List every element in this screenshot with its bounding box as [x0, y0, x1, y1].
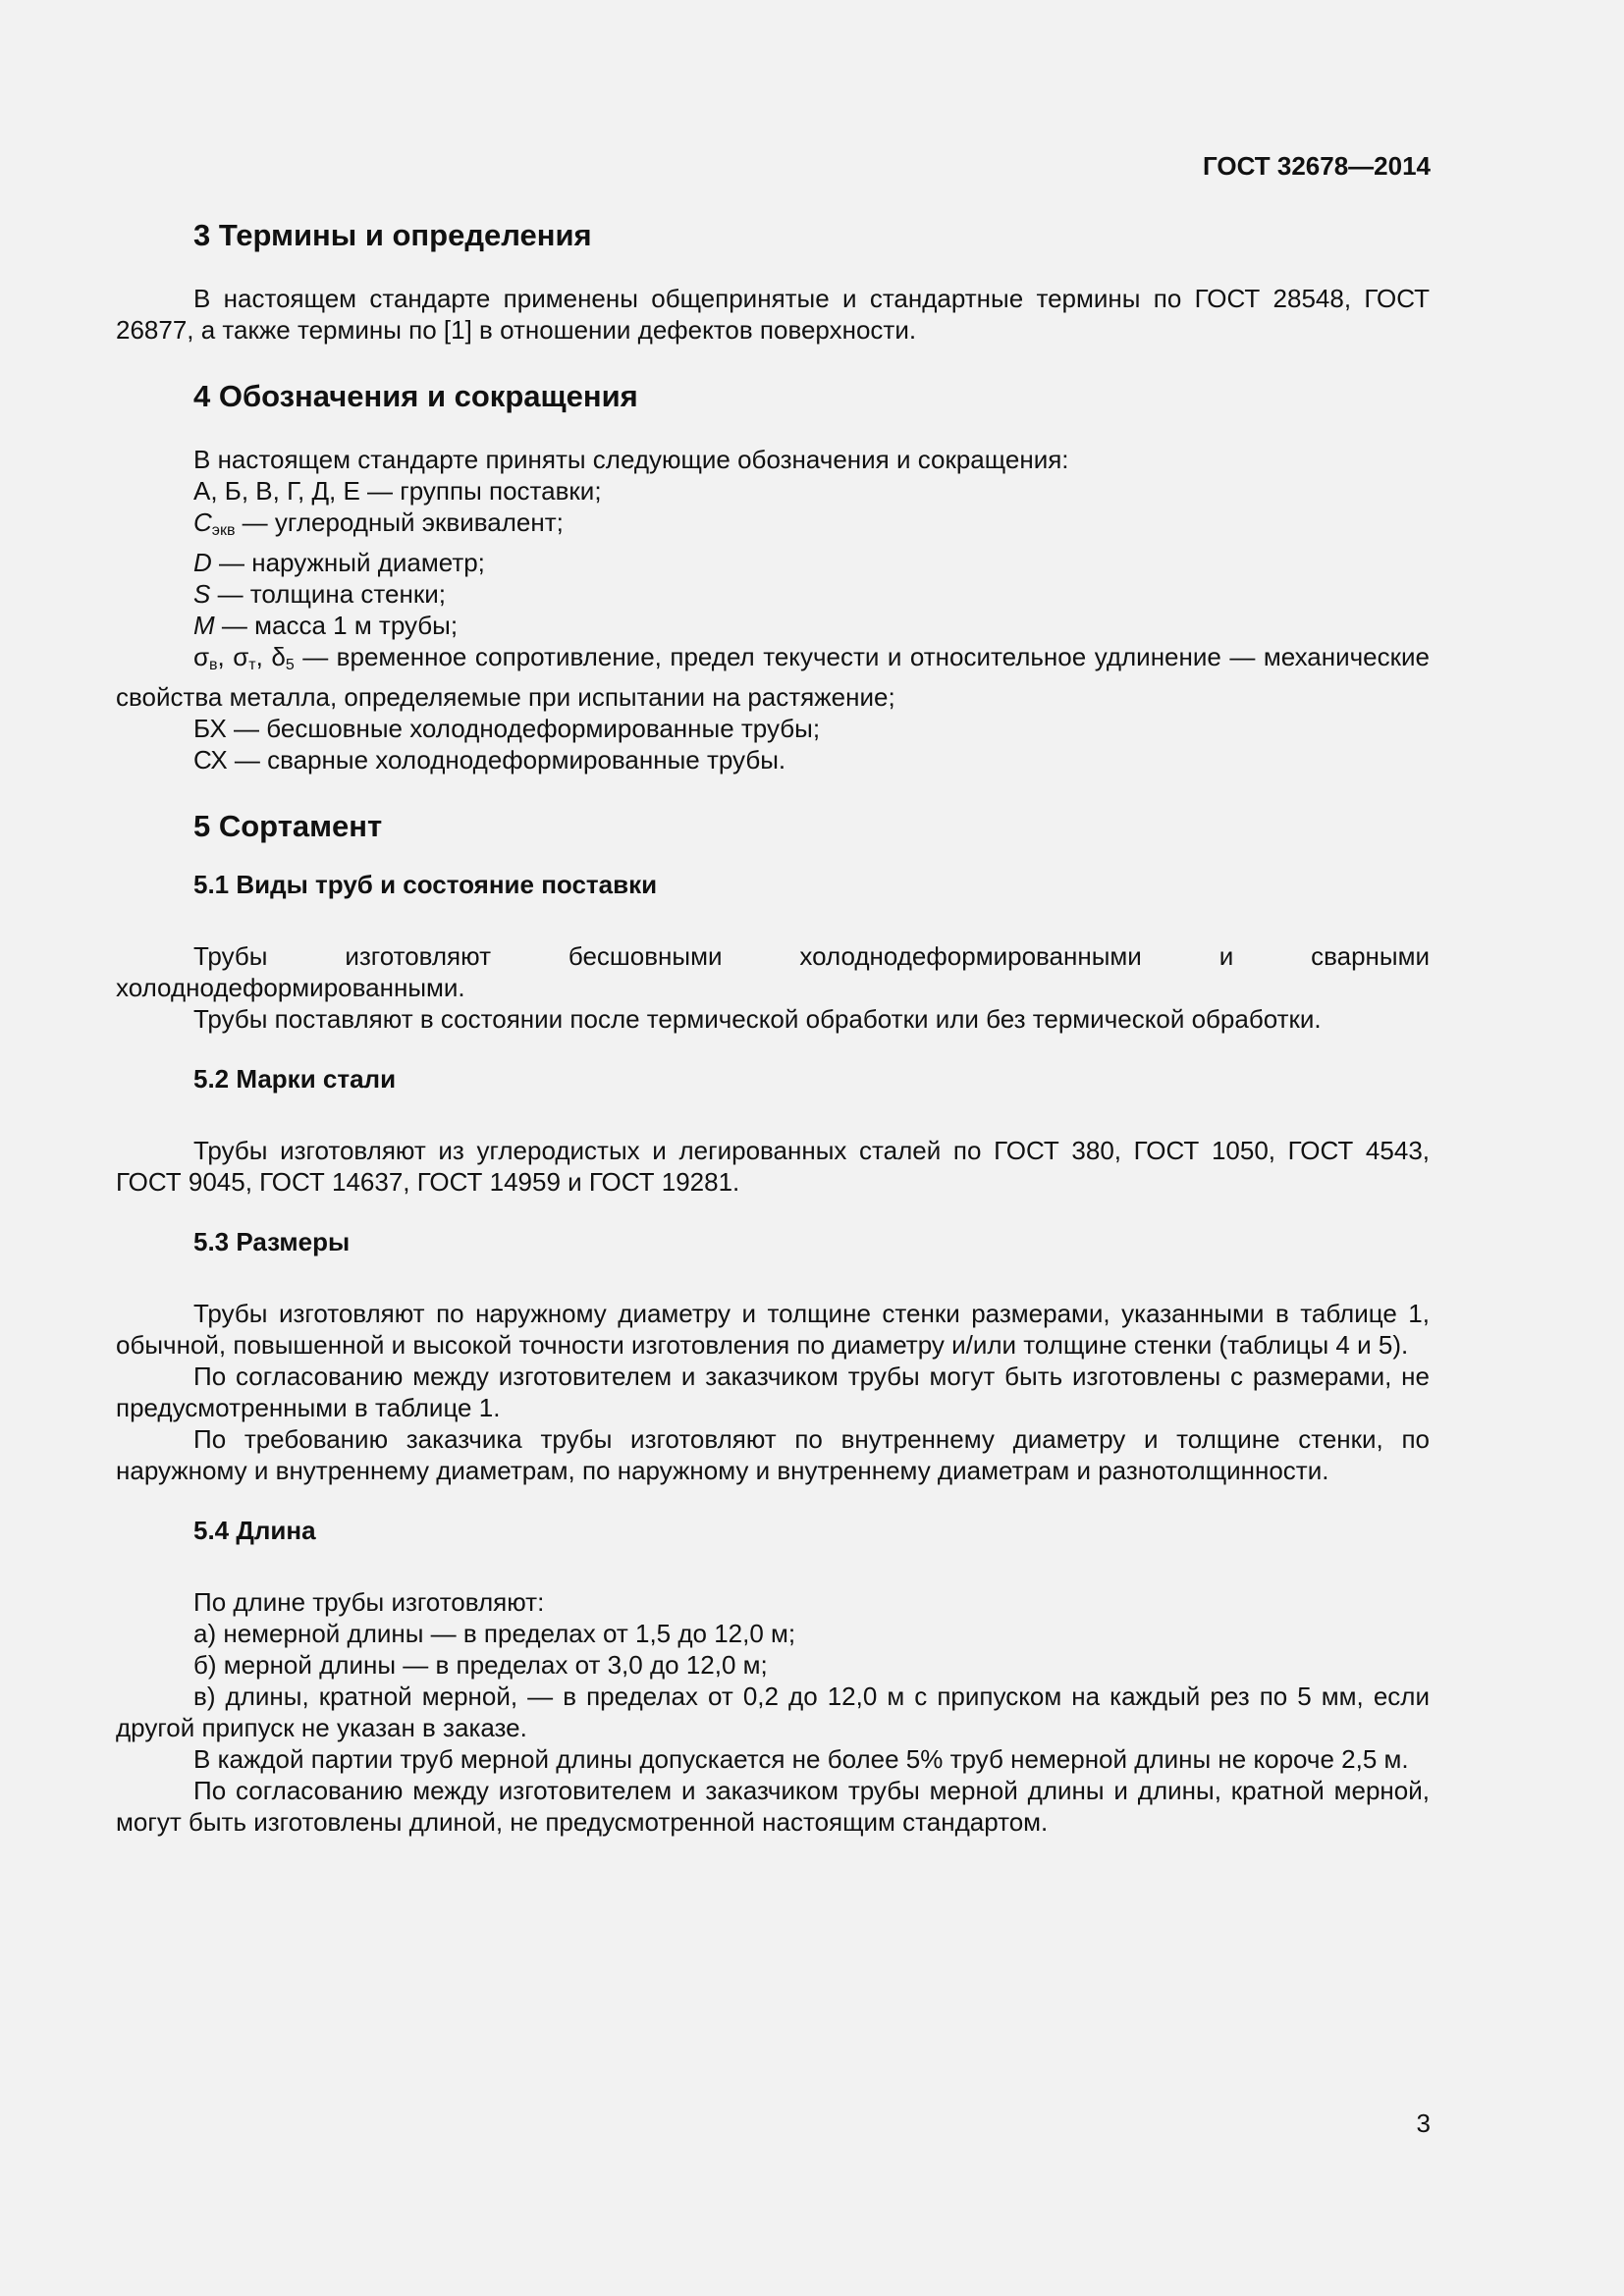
subsection-5-3-title: 5.3 Размеры — [193, 1227, 351, 1256]
subsection-5-2-title: 5.2 Марки стали — [193, 1064, 397, 1094]
page-number: 3 — [1416, 2109, 1431, 2138]
length-item-b: б) мерной длины — в пределах от 3,0 до 12,0 м; — [193, 1650, 768, 1680]
section-5-title: 5 Сортамент — [193, 809, 383, 843]
subsection-5-1-paragraph-2: Трубы поставляют в состоянии после термической обработки или без термической обработки. — [193, 1004, 1322, 1034]
section-3-title: 3 Термины и определения — [193, 218, 592, 252]
abbrev-sx: СХ — сварные холоднодеформированные трубы. — [193, 745, 786, 774]
subsection-5-3-paragraph-3: По требованию заказчика трубы изготовляют по внутреннему диаметру и толщине стенки, по наружному и внутреннему диаметрам, по наружному и внутреннему диаметрам и разнотолщинности. — [116, 1424, 1430, 1485]
document-body — [116, 214, 1430, 1838]
subsection-5-4-paragraph-2: В каждой партии труб мерной длины допускается не более 5% труб немерной длины не короче 2,5 м. — [193, 1744, 1409, 1774]
abbrev-carbon-equivalent: $C_{экв}$ — углеродный эквивалент; — [193, 507, 564, 539]
subsection-5-4-paragraph-3: По согласованию между изготовителем и заказчиком трубы мерной длины и длины, кратной мерной, могут быть изготовлены длиной, не предусмотренной настоящим стандартом. — [116, 1776, 1430, 1837]
document-code: ГОСТ 32678—2014 — [1203, 151, 1431, 181]
subsection-5-3-paragraph-2: По согласованию между изготовителем и заказчиком трубы могут быть изготовлены с размерами, не предусмотренными в таблице 1. — [116, 1362, 1430, 1422]
subsection-5-2-paragraph: Трубы изготовляют из углеродистых и легированных сталей по ГОСТ 380, ГОСТ 1050, ГОСТ 4543, ГОСТ 9045, ГОСТ 14637, ГОСТ 14959 и ГОСТ 19281. — [116, 1136, 1430, 1197]
abbrev-bx: БХ — бесшовные холоднодеформированные трубы; — [193, 714, 821, 743]
abbrev-outer-diameter: D — наружный диаметр; — [193, 548, 485, 577]
subsection-5-1-title: 5.1 Виды труб и состояние поставки — [193, 870, 658, 899]
subsection-5-3-paragraph-1: Трубы изготовляют по наружному диаметру и толщине стенки размерами, указанными в таблице 1, обычной, повышенной и высокой точности изготовления по диаметру и/или толщине стенки (таблицы 4 и 5). — [116, 1299, 1430, 1360]
length-intro: По длине трубы изготовляют: — [193, 1587, 545, 1617]
length-item-c: в) длины, кратной мерной, — в пределах от 0,2 до 12,0 м с припуском на каждый рез по 5 мм, если другой припуск не указан в заказе. — [116, 1682, 1430, 1742]
abbrev-mass: M — масса 1 м трубы; — [193, 611, 459, 640]
abbrev-wall-thickness: S — толщина стенки; — [193, 579, 446, 609]
section-3-paragraph: В настоящем стандарте применены общепринятые и стандартные термины по ГОСТ 28548, ГОСТ 26877, а также термины по [1] в отношении дефектов поверхности. — [116, 284, 1430, 345]
section-4-title: 4 Обозначения и сокращения — [193, 379, 638, 413]
abbrev-groups: А, Б, В, Г, Д, Е — группы поставки; — [193, 476, 602, 506]
abbrev-mechanical-properties: $\sigma_в$, $\sigma_т$, $\delta_5$ — временное сопротивление, предел текучести и относительное удлинение — механические свойства металла, определяемые при испытании на растяжение; — [116, 642, 1430, 712]
section-4-intro: В настоящем стандарте приняты следующие обозначения и сокращения: — [193, 445, 1069, 474]
subsection-5-1-paragraph-1: Трубы изготовляют бесшовными холоднодеформированными и сварными холоднодеформированными. — [116, 941, 1430, 1002]
subsection-5-4-title: 5.4 Длина — [193, 1516, 316, 1545]
length-item-a: а) немерной длины — в пределах от 1,5 до 12,0 м; — [193, 1619, 796, 1648]
